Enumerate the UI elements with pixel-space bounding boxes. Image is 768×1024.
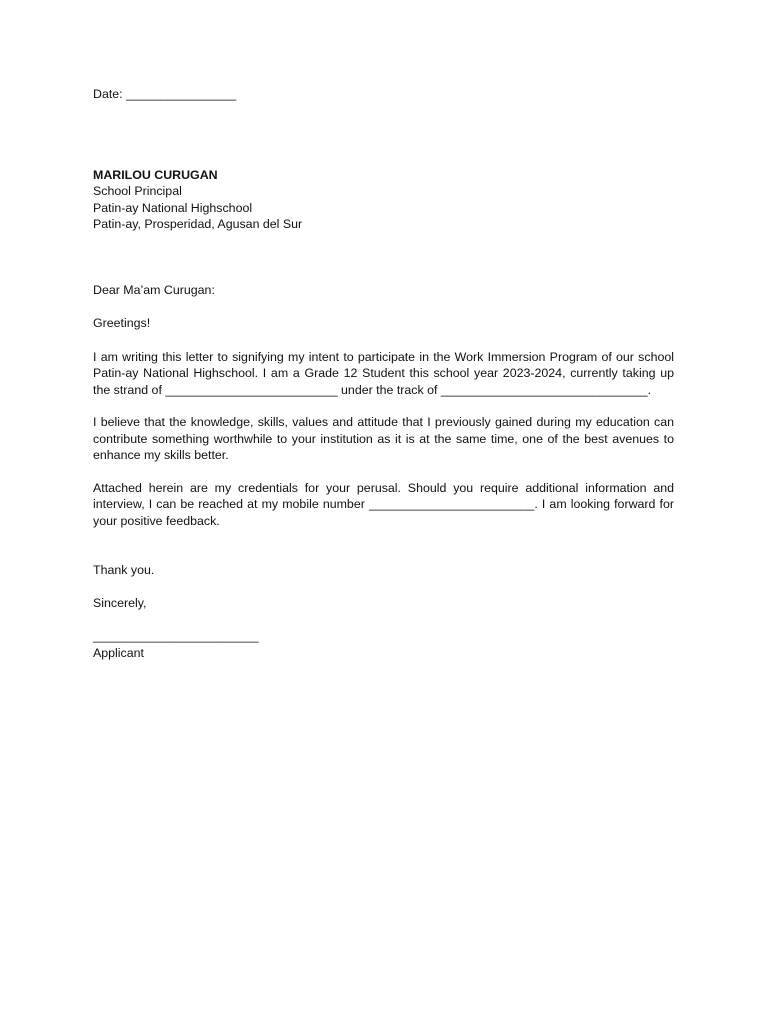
greeting: Greetings! [93, 316, 151, 330]
paragraph-qualifications: I believe that the knowledge, skills, values and attitude that I previously gained during my education can contribute something worthwhile to your institution as it is at the same time, one of the best avenues to enhance my skills better. [93, 415, 674, 462]
recipient-title: School Principal [93, 184, 182, 198]
closing-thanks: Thank you. [93, 563, 155, 577]
recipient-address: Patin-ay, Prosperidad, Agusan del Sur [93, 217, 303, 231]
signature-line: ________________________ [93, 629, 259, 643]
salutation: Dear Ma’am Curugan: [93, 282, 215, 297]
recipient-block [93, 167, 674, 233]
signatory-label: Applicant [93, 645, 144, 660]
closing-sincerely: Sincerely, [93, 595, 147, 610]
letter-body [93, 86, 674, 661]
date-line: Date: ________________ [93, 87, 237, 101]
paragraph-intent: I am writing this letter to signifying my intent to participate in the Work Immersion Program of our school Patin-ay National Highschool. I am a Grade 12 Student this school year 2023-2024, currently taking up the strand of _________________________ under the track of ______________________________. [93, 349, 674, 397]
recipient-school: Patin-ay National Highschool [93, 200, 253, 215]
recipient-name: MARILOU CURUGAN [93, 167, 218, 182]
paragraph-credentials: Attached herein are my credentials for your perusal. Should you require additional information and interview, I can be reached at my mobile number ________________________. I am looking forward for your positive feedback. [93, 480, 674, 528]
